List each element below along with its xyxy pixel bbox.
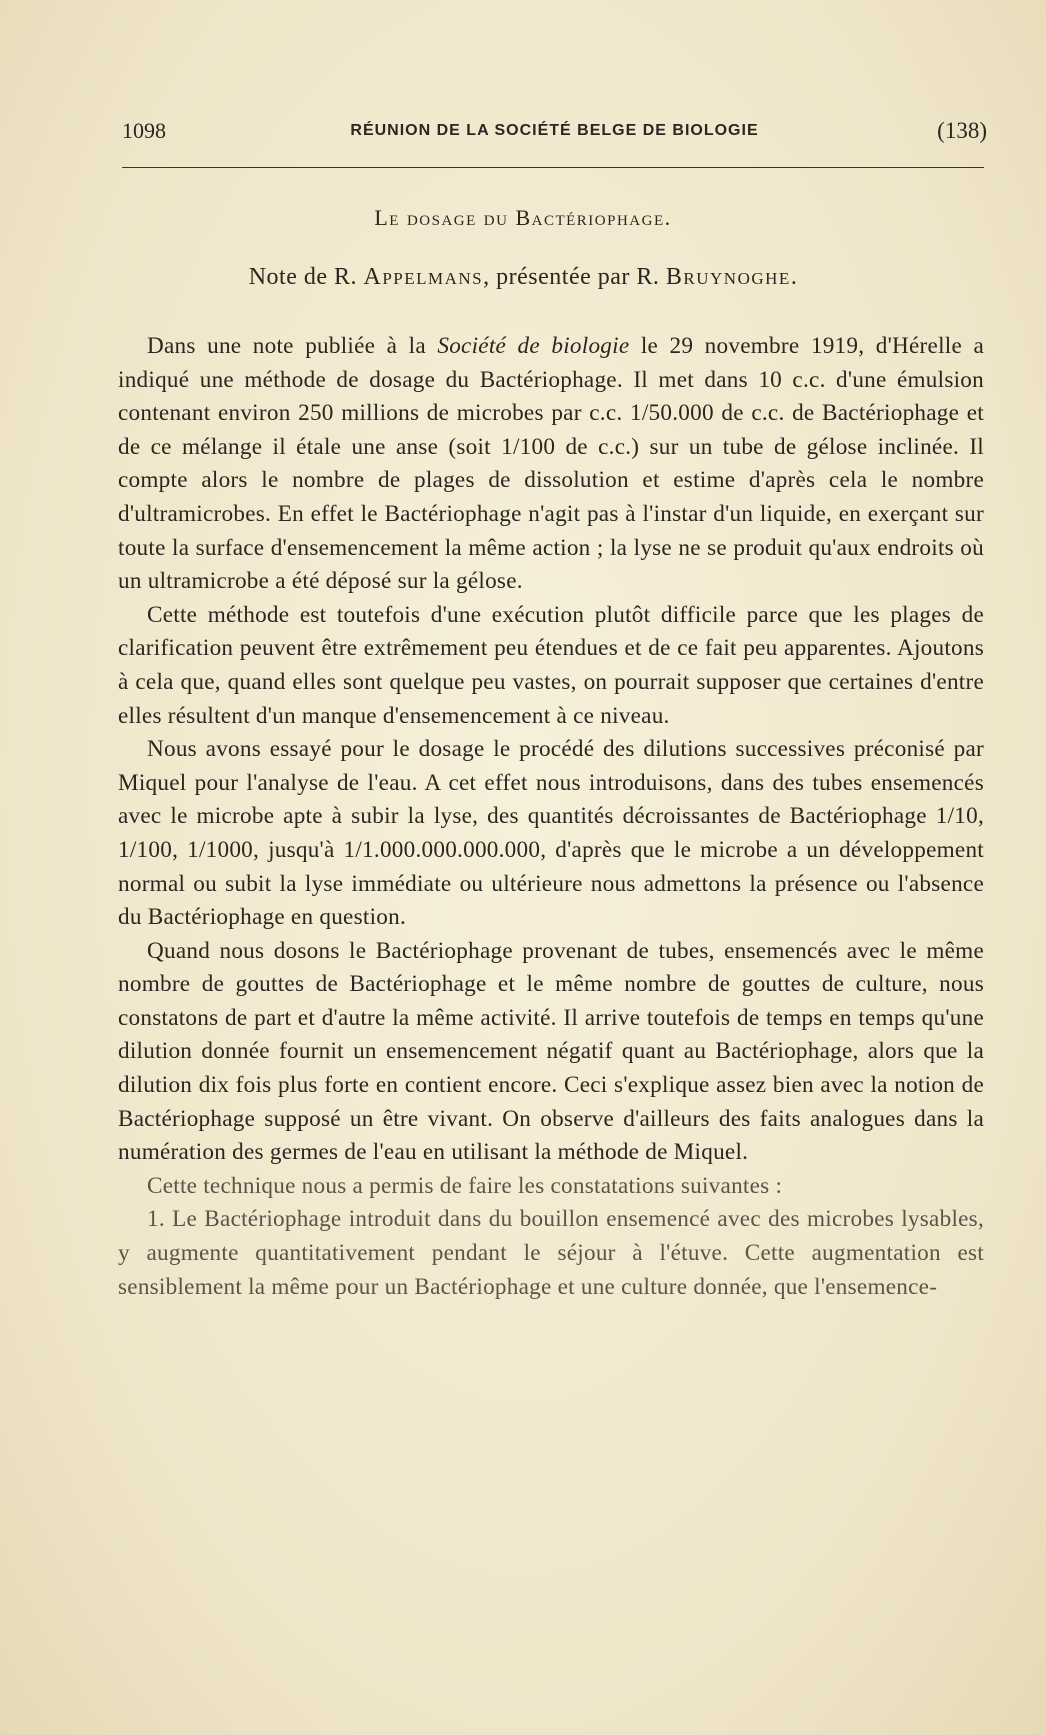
running-title: RÉUNION DE LA SOCIÉTÉ BELGE DE BIOLOGIE bbox=[350, 122, 759, 139]
journal-name: Société de biologie bbox=[437, 333, 630, 359]
paragraph-6: 1. Le Bactériophage introduit dans du bouillon ensemencé avec des microbes lysables, y augmente quantitativement pendant le séjour à l'étuve. Cette augmentation est sensiblement la même pour un Bactériophage et une culture donnée, que l'ensemence- bbox=[118, 1206, 984, 1300]
paragraph-1-start: Dans une note publiée à la bbox=[147, 333, 438, 359]
paragraph-4: Quand nous dosons le Bactériophage provenant de tubes, ensemencés avec le même nombre de gouttes de Bactériophage et le même nombre de gouttes de culture, nous constatons de part et d'autre la même activité. Il arrive toutefois de temps en temps qu'une dilution donnée fournit un ensemencement négatif quant au Bactériophage, alors que la dilution dix fois plus forte en contient encore. Ceci s'explique assez bien avec la notion de Bactériophage supposé un être vivant. On observe d'ailleurs des faits analogues dans la numération des germes de l'eau en utilisant la méthode de Miquel. bbox=[118, 937, 984, 1166]
byline-suffix: . bbox=[790, 264, 798, 290]
article-byline bbox=[0, 264, 1046, 291]
presenter-name: Bruynoghe bbox=[665, 264, 791, 290]
note-number: (138) bbox=[937, 118, 987, 143]
paragraph-5: Cette technique nous a permis de faire les constatations suivantes : bbox=[147, 1172, 783, 1199]
paragraph-2: Cette méthode est toutefois d'une exécution plutôt difficile parce que les plages de clarification peuvent être extrêmement peu étendues et de ce fait peu apparentes. Ajoutons à cela que, quand elles sont quelque peu vastes, on pourrait supposer que certaines d'entre elles résultent d'un manque d'ensemencement à ce niveau. bbox=[118, 601, 984, 729]
byline-prefix: Note de R. bbox=[248, 264, 364, 290]
header-rule bbox=[122, 167, 984, 168]
paragraph-1-rest: le 29 novembre 1919, d'Hérelle a indiqué une méthode de dosage du Bactériophage. Il met dans 10 c.c. d'une émulsion contenant environ 250 millions de microbes par c.c. 1/50.000 de c.c. de Bactériophage et de ce mélange il étale une anse (soit 1/100 de c.c.) sur un tube de gélose inclinée. Il compte alors le nombre de plages de dissolution et estime d'après cela le nombre d'ultramicrobes. En effet le Bactériophage n'agit pas à l'instar d'un liquide, en exerçant sur toute la surface d'ensemencement la même action ; la lyse ne se produit qu'aux endroits où un ultramicrobe a été déposé sur la gélose. bbox=[118, 333, 984, 595]
running-header bbox=[122, 118, 987, 148]
article-body bbox=[118, 330, 984, 1304]
article-title: Le dosage du Bactériophage. bbox=[374, 205, 672, 230]
page-number: 1098 bbox=[122, 118, 166, 143]
paragraph-3: Nous avons essayé pour le dosage le procédé des dilutions successives préconisé par Miquel pour l'analyse de l'eau. A cet effet nous introduisons, dans des tubes ensemencés avec le microbe apte à subir la lyse, des quantités décroissantes de Bactériophage 1/10, 1/100, 1/1000, jusqu'à 1/1.000.000.000.000, d'après que le microbe a un développement normal ou subit la lyse immédiate ou ultérieure nous admettons la présence ou l'absence du Bactériophage en question. bbox=[118, 736, 984, 931]
author-name: Appelmans bbox=[363, 264, 484, 290]
paragraph-1 bbox=[118, 330, 984, 599]
byline-middle: , présentée par R. bbox=[483, 264, 666, 290]
